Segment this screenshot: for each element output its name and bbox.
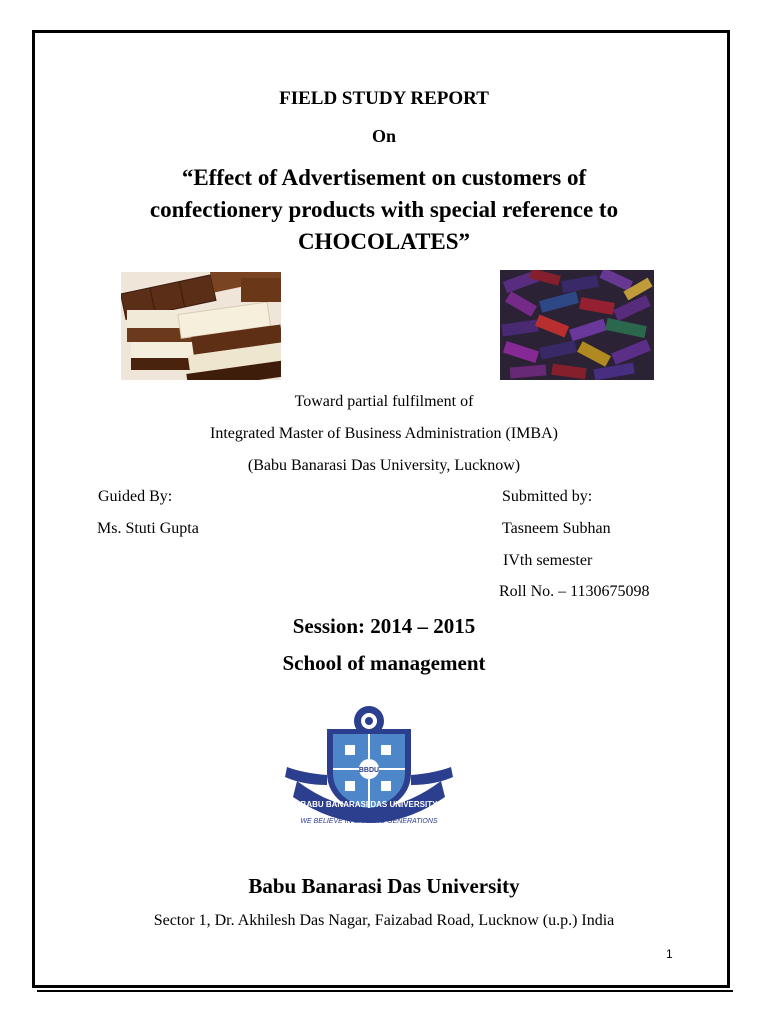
semester: IVth semester (503, 552, 593, 569)
logo-banner-text: BABU BANARASI DAS UNIVERSITY (300, 800, 438, 809)
report-on: On (371, 126, 396, 146)
report-type: FIELD STUDY REPORT (279, 88, 489, 109)
logo-motto: WE BELIEVE IN SHAPING GENERATIONS (300, 818, 438, 825)
guided-by-label: Guided By: (98, 488, 173, 505)
session-text: Session: 2014 – 2015 (292, 614, 476, 638)
university-logo (283, 703, 455, 833)
title-line-2: confectionery products with special reference to (149, 197, 619, 222)
chocolate-wrappers-image (500, 270, 654, 380)
university-name: Babu Banarasi Das University (248, 874, 520, 898)
report-title (0, 162, 768, 258)
page-number: 1 (666, 947, 673, 961)
logo-shield-text: BBDU (358, 767, 380, 774)
title-line-3: CHOCOLATES” (297, 229, 471, 254)
submitted-by-label: Submitted by: (502, 488, 593, 505)
program-line: Integrated Master of Business Administration (IMBA) (210, 425, 558, 442)
chocolate-bars-image (121, 272, 281, 380)
toward-line: Toward partial fulfilment of (294, 393, 474, 410)
guide-name: Ms. Stuti Gupta (97, 520, 199, 537)
university-address: Sector 1, Dr. Akhilesh Das Nagar, Faizabad Road, Lucknow (u.p.) India (153, 912, 615, 929)
university-line: (Babu Banarasi Das University, Lucknow) (247, 457, 521, 474)
school-name: School of management (282, 651, 486, 675)
student-name: Tasneem Subhan (502, 520, 611, 537)
title-line-1: “Effect of Advertisement on customers of (181, 165, 587, 190)
roll-number: Roll No. – 1130675098 (499, 583, 650, 600)
